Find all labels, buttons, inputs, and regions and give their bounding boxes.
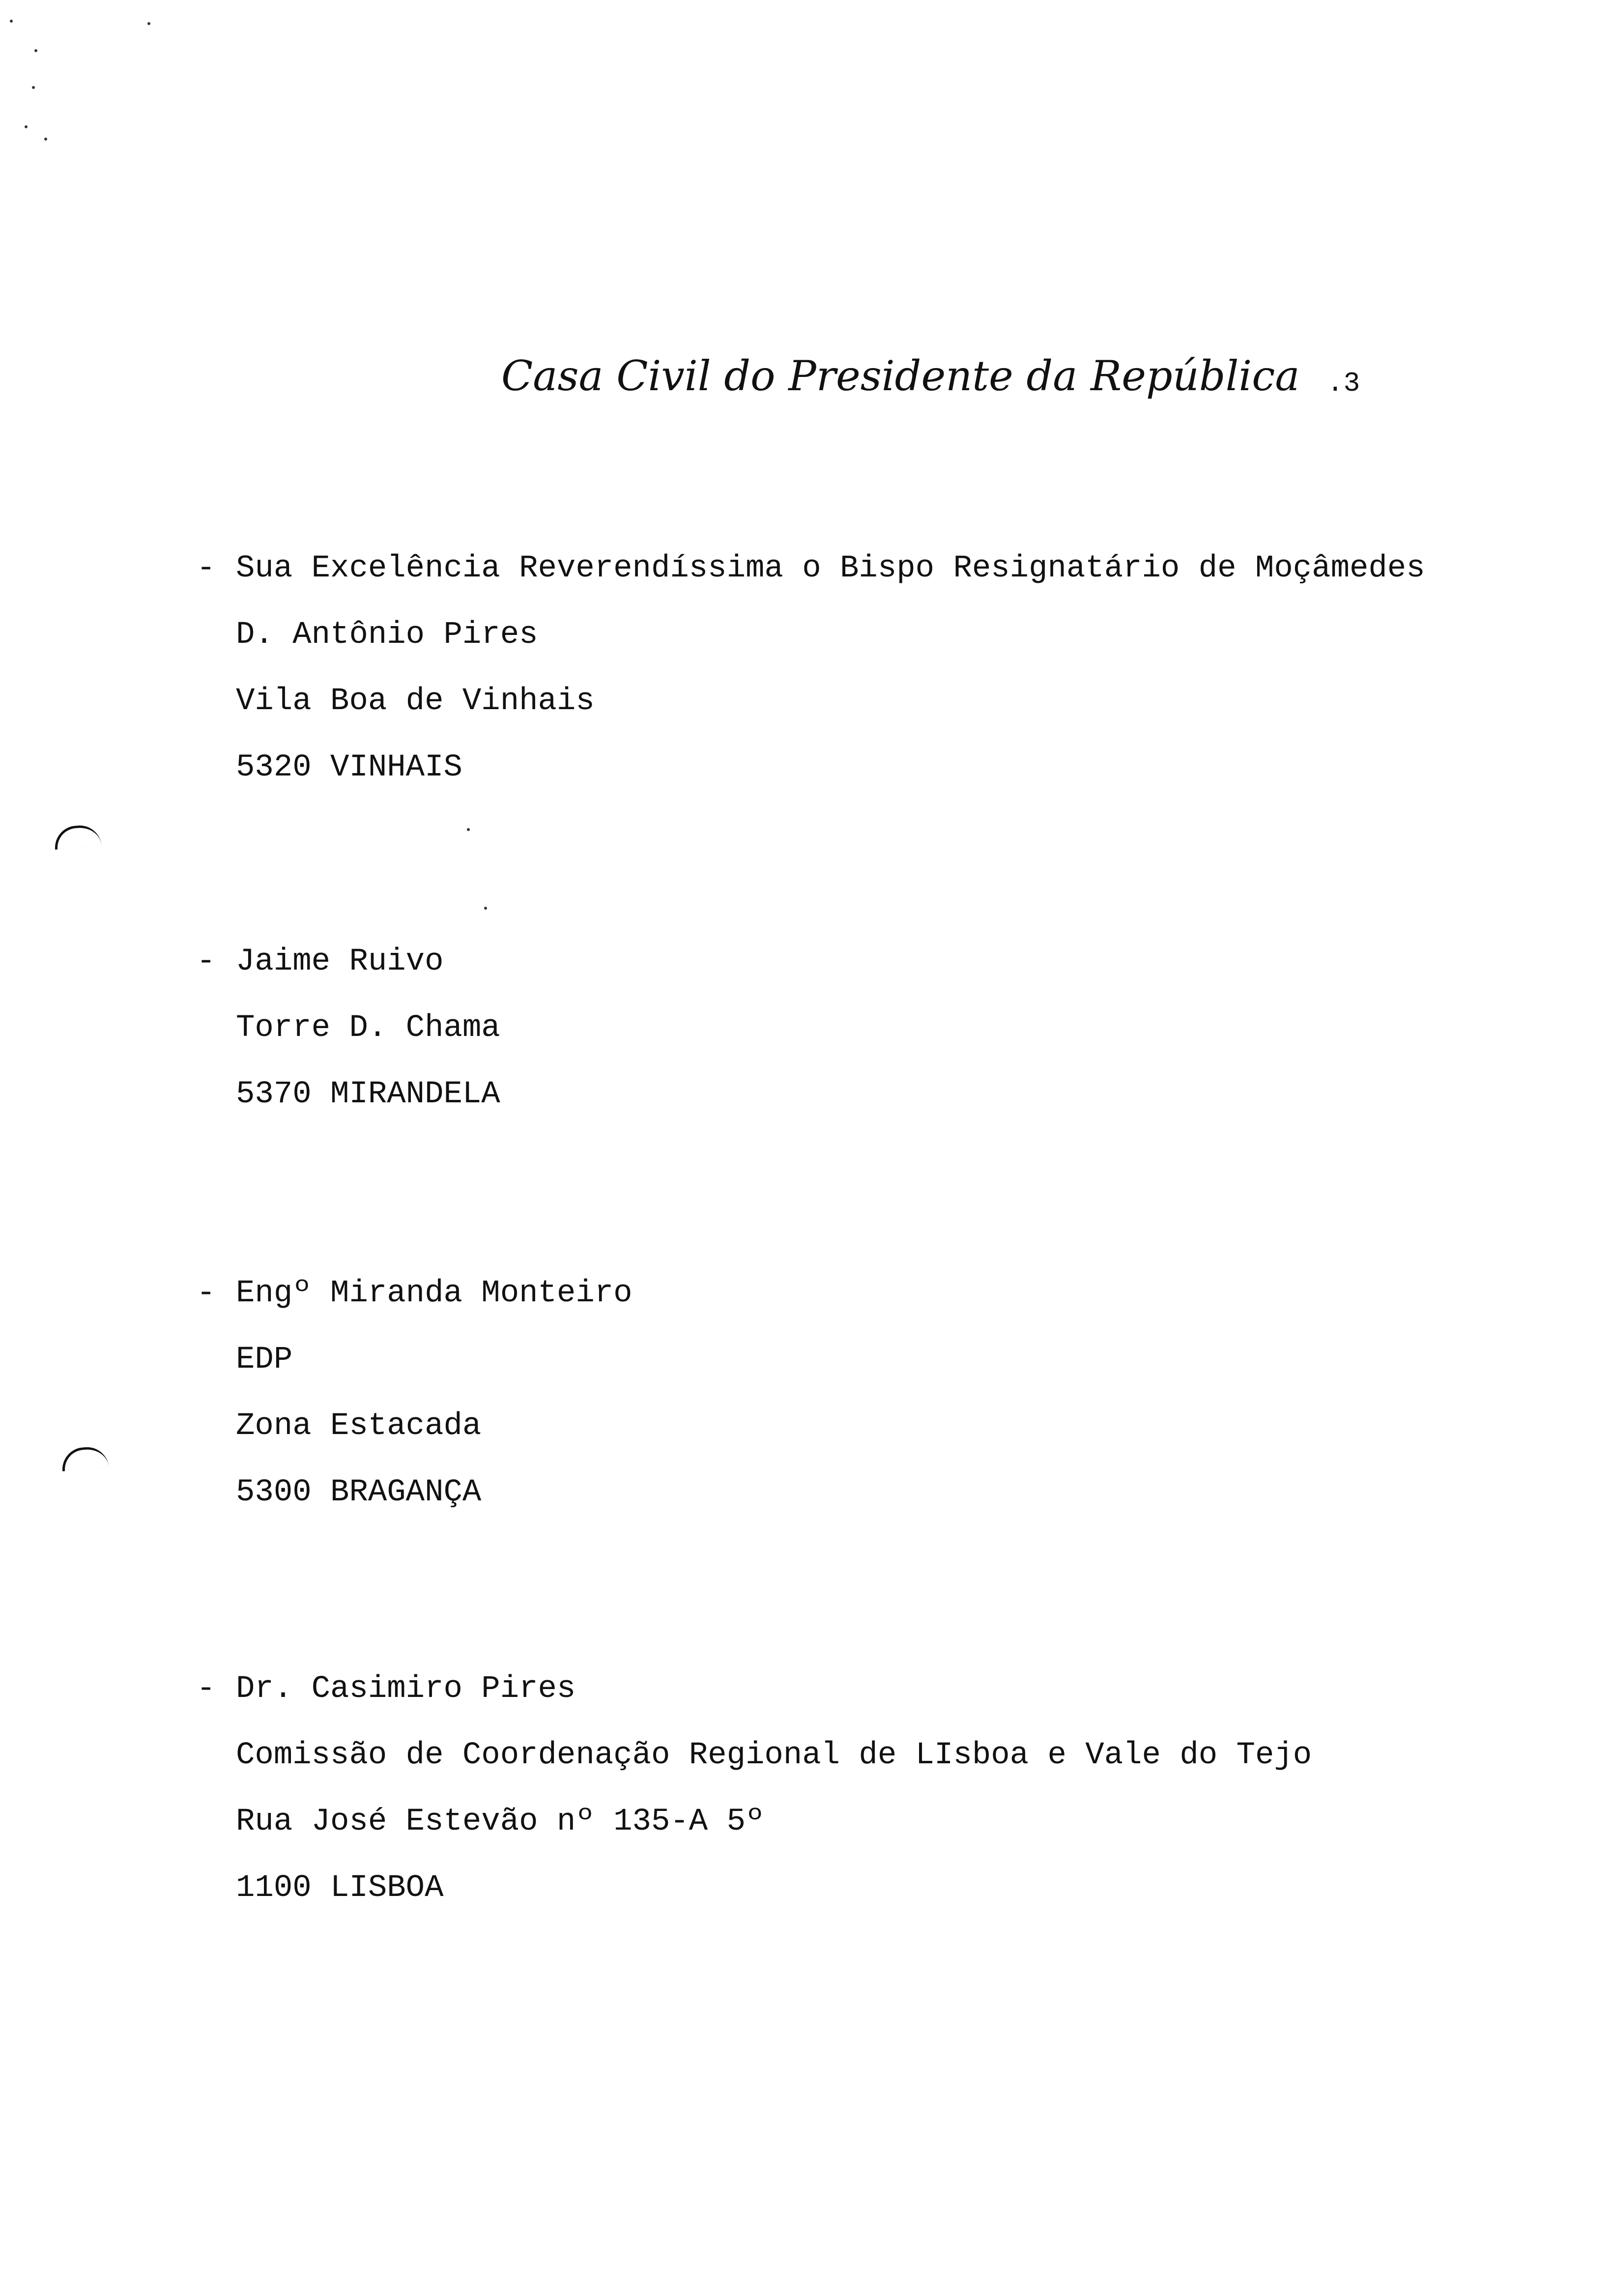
- street-line: Torre D. Chama: [236, 1010, 500, 1046]
- postal-line: 5320 VINHAIS: [236, 750, 462, 785]
- address-line: [197, 1460, 633, 1526]
- address-line: [197, 1327, 633, 1393]
- scan-speck: [484, 907, 487, 910]
- punch-hole-mark: [60, 1445, 109, 1471]
- postal-line: 5300 BRAGANÇA: [236, 1475, 482, 1510]
- address-line: [197, 735, 1425, 801]
- address-line: [197, 929, 500, 995]
- recipient-name: Dr. Casimiro Pires: [236, 1671, 576, 1707]
- street-line: Rua José Estevão nº 135-A 5º: [236, 1804, 765, 1839]
- scan-speck: [147, 22, 150, 25]
- punch-hole-mark: [53, 824, 102, 850]
- scan-speck: [25, 125, 28, 128]
- scan-speck: [44, 138, 47, 141]
- scan-speck: [467, 828, 470, 831]
- scan-speck: [34, 49, 37, 52]
- address-line: [197, 1722, 1312, 1789]
- letterhead: Casa Civil do Presidente da República: [501, 352, 1300, 400]
- address-line: [197, 602, 1425, 668]
- address-line: [197, 1789, 1312, 1855]
- organization-line: EDP: [236, 1342, 293, 1378]
- page-number: .3: [1327, 368, 1360, 399]
- address-line: [197, 1062, 500, 1128]
- address-line: [197, 1656, 1312, 1722]
- address-entry: [197, 536, 1425, 801]
- recipient-name: D. Antônio Pires: [236, 617, 538, 653]
- entry-dash: -: [197, 551, 216, 586]
- postal-line: 5370 MIRANDELA: [236, 1077, 500, 1112]
- entry-dash: -: [197, 1276, 216, 1311]
- street-line: Zona Estacada: [236, 1408, 482, 1444]
- address-entry: [197, 1656, 1312, 1922]
- address-line: [197, 1261, 633, 1327]
- address-line: [197, 668, 1425, 735]
- address-line: [197, 995, 500, 1062]
- scan-speck: [10, 20, 13, 23]
- postal-line: 1100 LISBOA: [236, 1870, 444, 1906]
- address-entry: [197, 1261, 633, 1526]
- scan-speck: [32, 86, 35, 89]
- entry-dash: -: [197, 944, 216, 979]
- organization-line: Comissão de Coordenação Regional de LIsboa e Vale do Tejo: [236, 1738, 1312, 1773]
- entry-dash: -: [197, 1671, 216, 1707]
- recipient-name: Jaime Ruivo: [236, 944, 444, 979]
- street-line: Vila Boa de Vinhais: [236, 684, 595, 719]
- address-line: [197, 1855, 1312, 1922]
- address-line: [197, 1393, 633, 1460]
- recipient-title: Sua Excelência Reverendíssima o Bispo Resignatário de Moçâmedes: [236, 551, 1425, 586]
- recipient-name: Engº Miranda Monteiro: [236, 1276, 633, 1311]
- address-entry: [197, 929, 500, 1128]
- address-line: [197, 536, 1425, 602]
